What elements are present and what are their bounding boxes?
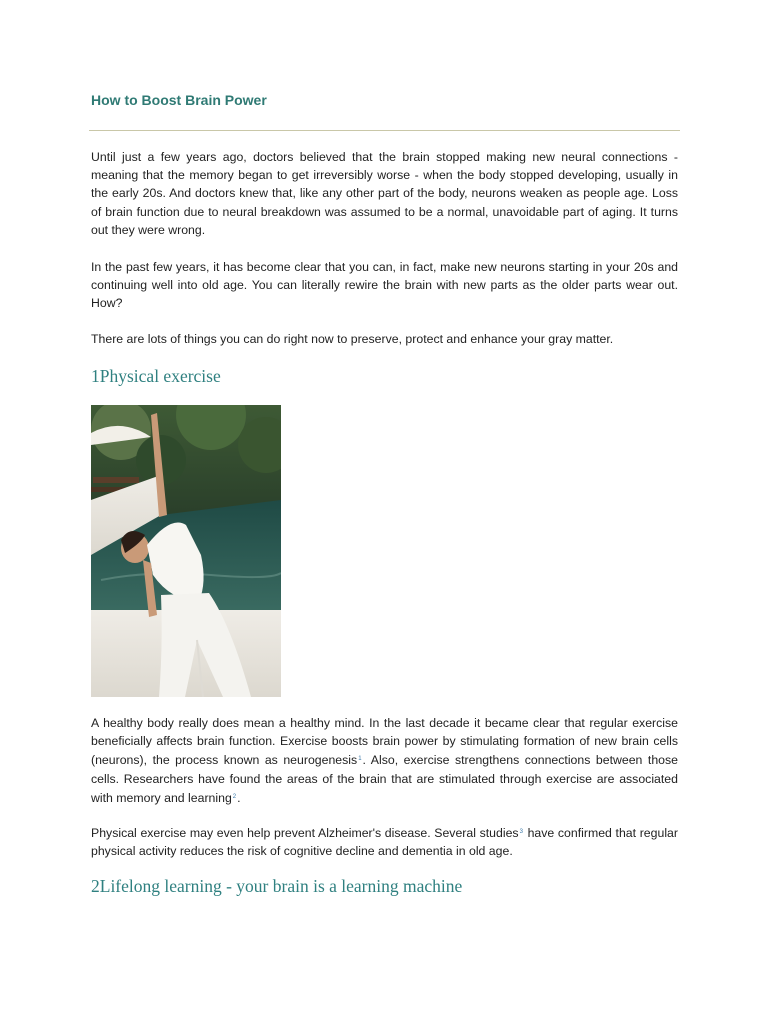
article-title: How to Boost Brain Power bbox=[91, 92, 267, 108]
exercise-paragraph-1-text-b: . Also, exercise strengthens connections between those cells. Researchers have found the areas of the brain that are stimulated through exercise are associated with memory and learning bbox=[91, 753, 678, 805]
footnote-ref-link[interactable]: 3 bbox=[519, 829, 523, 835]
exercise-paragraph-2-text-b: have confirmed that regular physical activity reduces the risk of cognitive decline and dementia in old age. bbox=[91, 826, 678, 859]
exercise-paragraph-1-text-a: A healthy body really does mean a healthy mind. In the last decade it became clear that regular exercise beneficially affects brain function. Exercise boosts brain power by stimulating formation of new brain cells (neurons), the process known as neurogenesis bbox=[91, 716, 678, 768]
exercise-photo bbox=[91, 405, 281, 697]
title-divider bbox=[89, 130, 680, 131]
footnote-ref-link[interactable]: 1 bbox=[358, 756, 362, 763]
exercise-paragraph-2 bbox=[91, 823, 678, 860]
section-heading-lifelong-learning: 2Lifelong learning - your brain is a learning machine bbox=[91, 876, 463, 896]
exercise-paragraph-2-text-a: Physical exercise may even help prevent Alzheimer's disease. Several studies bbox=[91, 826, 519, 840]
intro-paragraph-2: In the past few years, it has become clear that you can, in fact, make new neurons starting in your 20s and continuing well into old age. You can literally rewire the brain with new parts as the older parts wear out. How? bbox=[91, 260, 678, 311]
exercise-photo-illustration bbox=[91, 405, 281, 697]
section-heading-physical-exercise: 1Physical exercise bbox=[91, 366, 221, 386]
exercise-paragraph-1 bbox=[91, 714, 678, 807]
exercise-paragraph-1-text-c: . bbox=[237, 790, 241, 805]
intro-paragraph-3: There are lots of things you can do right now to preserve, protect and enhance your gray matter. bbox=[91, 332, 614, 346]
footnote-ref-link[interactable]: 2 bbox=[232, 793, 237, 800]
intro-paragraph-1: Until just a few years ago, doctors believed that the brain stopped making new neural connections - meaning that the memory began to get irreversibly worse - when the body stopped developing, usually in the early 20s. And doctors knew that, like any other part of the body, neurons weaken as people age. Loss of brain function due to neural breakdown was assumed to be a normal, unavoidable part of aging. It turns out they were wrong. bbox=[91, 150, 678, 237]
